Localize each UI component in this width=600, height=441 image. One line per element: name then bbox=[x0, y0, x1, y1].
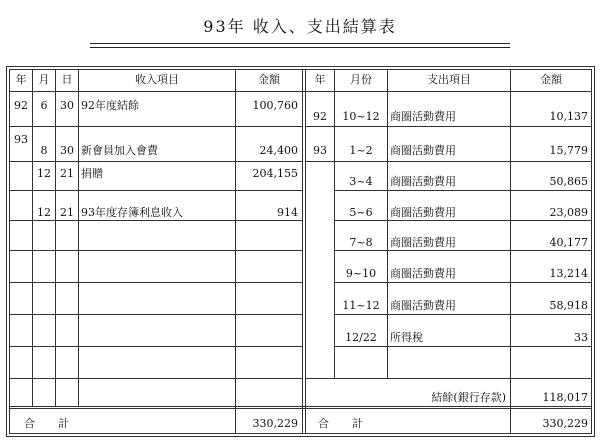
header-exp-item: 支出項目 bbox=[427, 73, 471, 86]
header-amount: 金額 bbox=[258, 73, 280, 86]
expense-amount: 33 bbox=[574, 331, 588, 344]
header-day: 日 bbox=[61, 73, 73, 86]
income-amount: 100,760 bbox=[252, 99, 298, 112]
expense-amount: 23,089 bbox=[549, 206, 588, 219]
expense-amount: 58,918 bbox=[549, 299, 588, 312]
expense-month: 12/22 bbox=[345, 331, 377, 344]
expense-month: 10~12 bbox=[342, 110, 380, 123]
expense-item: 商圈活動費用 bbox=[390, 110, 456, 123]
header-income-item: 收入項目 bbox=[135, 73, 179, 86]
income-total: 330,229 bbox=[252, 417, 298, 430]
expense-month: 11~12 bbox=[342, 299, 380, 312]
income-total-label: 合 計 bbox=[24, 417, 75, 430]
expense-month: 5~6 bbox=[349, 206, 373, 219]
income-day: 21 bbox=[60, 206, 74, 219]
expense-item: 商圈活動費用 bbox=[390, 144, 456, 157]
income-amount: 204,155 bbox=[252, 167, 298, 180]
expense-item: 商圈活動費用 bbox=[390, 206, 456, 219]
income-amount: 914 bbox=[277, 206, 298, 219]
header-year: 年 bbox=[15, 73, 27, 86]
expense-total: 330,229 bbox=[542, 417, 588, 430]
expense-month: 1~2 bbox=[349, 144, 373, 157]
header-exp-month: 月份 bbox=[350, 73, 372, 86]
expense-item: 商圈活動費用 bbox=[390, 175, 456, 188]
income-item: 捐贈 bbox=[81, 167, 103, 180]
expense-amount: 13,214 bbox=[549, 267, 588, 280]
income-month: 6 bbox=[40, 99, 48, 112]
expense-item: 商圈活動費用 bbox=[390, 236, 456, 249]
income-day: 30 bbox=[60, 144, 74, 157]
header-exp-amount: 金額 bbox=[540, 73, 562, 86]
expense-amount: 15,779 bbox=[549, 144, 588, 157]
balance-label: 結餘(銀行存款) bbox=[431, 391, 506, 404]
expense-total-label: 合 計 bbox=[318, 417, 369, 430]
expense-month: 9~10 bbox=[345, 267, 377, 280]
income-year: 92 bbox=[14, 99, 28, 112]
income-day: 21 bbox=[60, 167, 74, 180]
income-amount: 24,400 bbox=[259, 144, 298, 157]
income-item: 新會員加入會費 bbox=[81, 144, 158, 157]
expense-month: 3~4 bbox=[349, 175, 373, 188]
income-month: 12 bbox=[37, 167, 51, 180]
expense-year: 92 bbox=[313, 110, 327, 123]
page-title: 93年 收入、支出結算表 bbox=[203, 17, 397, 36]
expense-year: 93 bbox=[313, 144, 327, 157]
income-month: 8 bbox=[40, 144, 48, 157]
balance-amount: 118,017 bbox=[542, 391, 588, 404]
income-item: 92年度結餘 bbox=[81, 99, 139, 112]
expense-amount: 40,177 bbox=[549, 236, 588, 249]
income-month: 12 bbox=[37, 206, 51, 219]
income-day: 30 bbox=[60, 99, 74, 112]
expense-amount: 10,137 bbox=[549, 110, 588, 123]
income-year: 93 bbox=[14, 133, 28, 146]
expense-month: 7~8 bbox=[349, 236, 373, 249]
expense-item: 商圈活動費用 bbox=[390, 267, 456, 280]
header-exp-year: 年 bbox=[314, 73, 326, 86]
header-month: 月 bbox=[38, 73, 50, 86]
expense-item: 所得稅 bbox=[390, 331, 423, 344]
income-item: 93年度存簿利息收入 bbox=[81, 206, 183, 219]
expense-item: 商圈活動費用 bbox=[390, 299, 456, 312]
expense-amount: 50,865 bbox=[549, 175, 588, 188]
